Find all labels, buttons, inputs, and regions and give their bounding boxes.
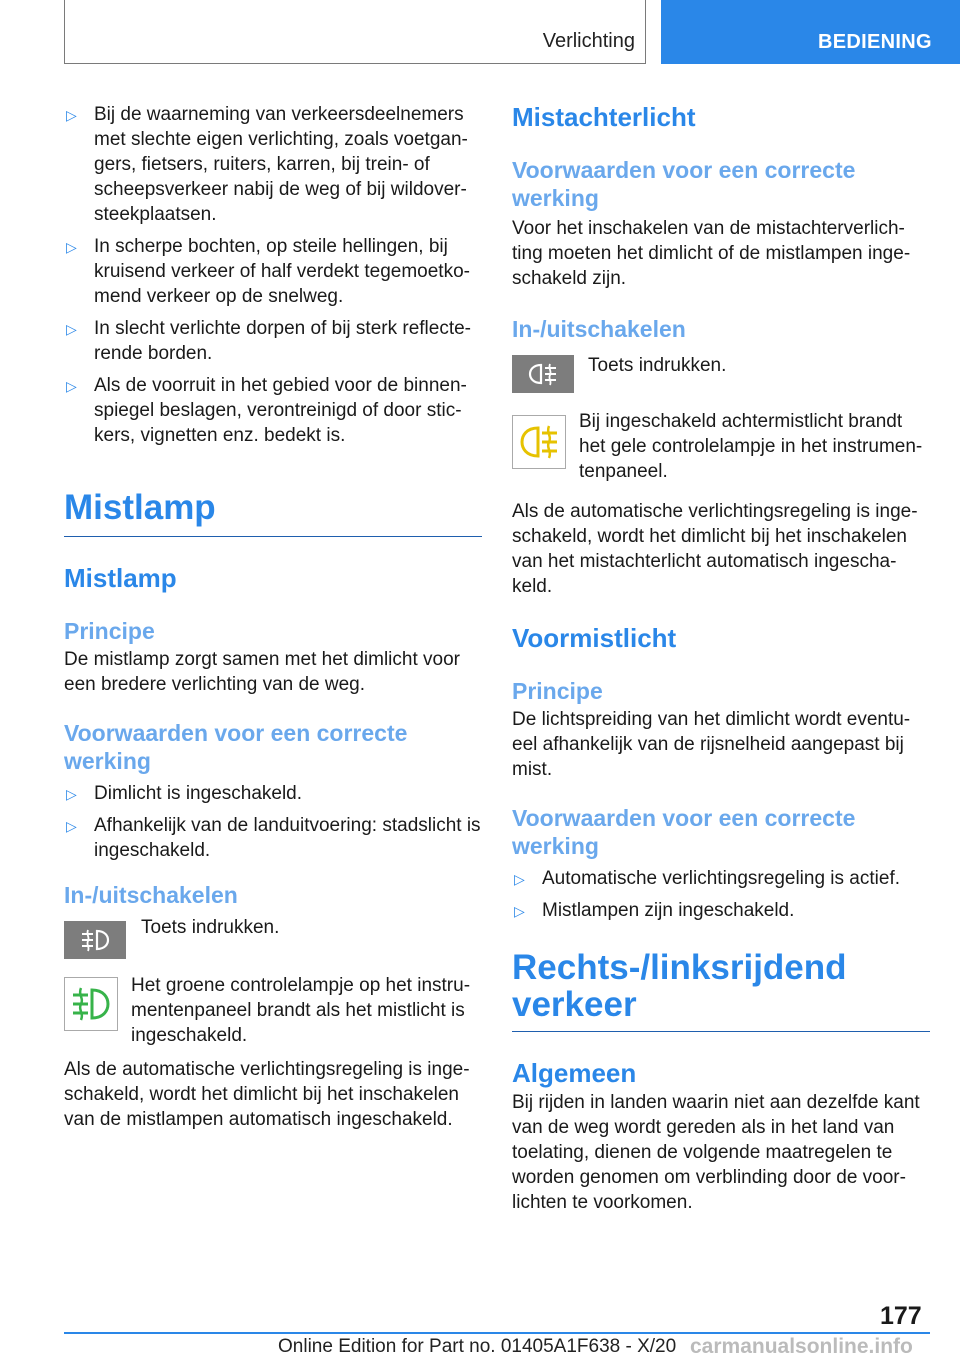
heading-front-conditions: Voorwaarden voor een correcte werking (512, 805, 856, 859)
header-section-title: Verlichting (542, 30, 635, 52)
intro-bullet-list (64, 102, 482, 448)
watermark-text: carmanualsonline.info (690, 1335, 913, 1358)
front-conditions-list (512, 866, 930, 923)
button-row (64, 915, 482, 967)
list-item: ▷ Afhankelijk van de landuitvoering: stadslicht is ingeschakeld. (66, 815, 481, 861)
list-item: ▷ Bij de waarneming van verkeersdeelnemers met slechte eigen verlichting, zoals voetgan-gers, fietsers, ruiters, karren, bij trein- of scheepsverkeer nabij de weg of bij wildover-steekplaatsen. (66, 104, 468, 225)
conditions-list (64, 781, 482, 863)
triangle-bullet-icon: ▷ (66, 786, 77, 802)
chapter-title-traffic: Rechts-/linksrijdend verkeer (512, 949, 930, 1032)
header-chapter-tab: BEDIENING (661, 0, 960, 64)
list-item: ▷ In slecht verlichte dorpen of bij sterk reflecte-rende borden. (66, 318, 472, 364)
heading-switch: In-/uitschakelen (64, 882, 238, 908)
list-item: ▷ Mistlampen zijn ingeschakeld. (512, 898, 930, 923)
section-title-general: Algemeen (512, 1058, 637, 1088)
rear-fog-lamp-icon (512, 355, 574, 393)
footer-divider (64, 1332, 930, 1334)
button-instruction: Toets indrukken. (141, 917, 280, 938)
heading-principle: Principe (64, 618, 155, 644)
section-title-mistlamp: Mistlamp (64, 563, 177, 593)
rear-auto-lighting-note: Als de automatische verlichtingsregeling is inge-schakeld, wordt het dimlicht bij het inschakelen van het mistachterlicht automatisch ingescha-keld. (512, 501, 918, 597)
list-item: ▷ Als de voorruit in het gebied voor de binnen-spiegel beslagen, verontreinigd of door stic-kers, vignetten enz. bedekt is. (66, 375, 467, 446)
auto-lighting-note: Als de automatische verlichtingsregeling is inge-schakeld, wordt het dimlicht bij het inschakelen van de mistlampen automatisch ingeschakeld. (64, 1059, 470, 1130)
section-title-rear-fog: Mistachterlicht (512, 102, 696, 132)
list-item: ▷ Dimlicht is ingeschakeld. (64, 781, 482, 806)
triangle-bullet-icon: ▷ (514, 903, 525, 919)
rear-indicator-row (512, 409, 930, 485)
triangle-bullet-icon: ▷ (66, 818, 77, 834)
general-text: Bij rijden in landen waarin niet aan dezelfde kant van de weg wordt gereden als in het land van toelating, dienen de volgende maatregelen te worden genomen om verblinding door de voor-lichten te voorkomen. (512, 1092, 920, 1213)
front-principle-text: De lichtspreiding van het dimlicht wordt eventu-eel afhankelijk van de rijsnelheid aangepast bij mist. (512, 709, 911, 780)
rear-button-row (512, 353, 930, 409)
triangle-bullet-icon: ▷ (66, 239, 77, 255)
heading-rear-conditions: Voorwaarden voor een correcte werking (512, 157, 856, 211)
rear-indicator-description: Bij ingeschakeld achtermistlicht brandt het gele controlelampje in het instrumen-tenpaneel. (579, 411, 923, 482)
heading-front-principle: Principe (512, 678, 603, 704)
principle-text: De mistlamp zorgt samen met het dimlicht voor een bredere verlichting van de weg. (64, 649, 460, 695)
page-number: 177 (880, 1302, 922, 1330)
heading-rear-switch: In-/uitschakelen (512, 316, 686, 342)
right-column (512, 102, 930, 1215)
green-fog-lamp-indicator-icon (64, 977, 118, 1031)
front-fog-lamp-icon (64, 921, 126, 959)
list-item: ▷ In scherpe bochten, op steile hellingen, bij kruisend verkeer of half verdekt tegemoetko-mend verkeer op de snelweg. (66, 236, 470, 307)
left-column (64, 102, 482, 1132)
triangle-bullet-icon: ▷ (66, 107, 77, 123)
triangle-bullet-icon: ▷ (66, 321, 77, 337)
section-title-front-fog: Voormistlicht (512, 623, 677, 653)
heading-conditions: Voorwaarden voor een correcte werking (64, 720, 408, 774)
indicator-row (64, 973, 482, 1053)
indicator-description: Het groene controlelampje op het instru-mentenpaneel brandt als het mistlicht is ingeschakeld. (131, 975, 471, 1046)
yellow-rear-fog-indicator-icon (512, 415, 566, 469)
chapter-title-mistlamp: Mistlamp (64, 488, 482, 537)
triangle-bullet-icon: ▷ (514, 871, 525, 887)
list-item: ▷ Automatische verlichtingsregeling is actief. (512, 866, 930, 891)
rear-button-instruction: Toets indrukken. (588, 355, 727, 376)
footer-edition: Online Edition for Part no. 01405A1F638 - X/20 (278, 1336, 677, 1357)
rear-conditions-text: Voor het inschakelen van de mistachterverlich-ting moeten het dimlicht of de mistlampen inge-schakeld zijn. (512, 218, 911, 289)
triangle-bullet-icon: ▷ (66, 378, 77, 394)
